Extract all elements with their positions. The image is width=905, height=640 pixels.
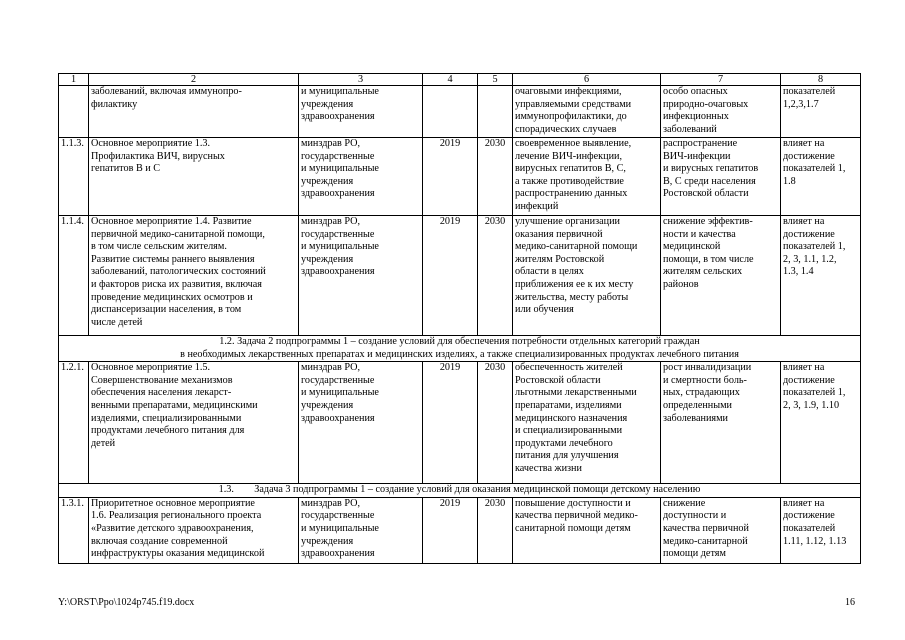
end-year-cell: 2030 (478, 138, 513, 216)
activity-name-cell: Основное мероприятие 1.5. Совершенствование механизмов обеспечения населения лекарст- венными препаратами, медицинскими изделиями, специализированными продуктами лечебного питания для детей (89, 362, 299, 484)
executor-cell: и муниципальные учреждения здравоохранения (299, 86, 423, 138)
task-2-heading: 1.2. Задача 2 подпрограммы 1 – создание условий для обеспечения потребности отдельных категорий граждан в необходимых лекарственных препаратах и медицинских изделиях, а также специализированных продуктах лечебного питания (59, 336, 861, 362)
start-year-cell: 2019 (423, 138, 478, 216)
table-row (59, 362, 861, 484)
header-cell: 1 (59, 74, 89, 86)
header-cell: 8 (781, 74, 861, 86)
consequence-cell: снижение эффектив- ности и качества медицинской помощи, в том числе жителям сельских районов (661, 216, 781, 336)
consequence-cell: особо опасных природно-очаговых инфекционных заболеваний (661, 86, 781, 138)
consequence-cell: рост инвалидизации и смертности боль- ных, страдающих определенными заболеваниями (661, 362, 781, 484)
indicator-link-cell: влияет на достижение показателей 1, 1.8 (781, 138, 861, 216)
end-year-cell: 2030 (478, 216, 513, 336)
start-year-cell: 2019 (423, 216, 478, 336)
end-year-cell: 2030 (478, 362, 513, 484)
header-cell: 2 (89, 74, 299, 86)
file-path-footer: Y:\ORST\Ppo\1024p745.f19.docx (58, 597, 195, 608)
table-row (59, 497, 861, 563)
executor-cell: минздрав РО, государственные и муниципальные учреждения здравоохранения (299, 497, 423, 563)
indicator-link-cell: влияет на достижение показателей 1, 2, 3, 1.9, 1.10 (781, 362, 861, 484)
row-number-cell: 1.2.1. (59, 362, 89, 484)
column-number-row (59, 74, 861, 86)
executor-cell: минздрав РО, государственные и муниципальные учреждения здравоохранения (299, 138, 423, 216)
start-year-cell: 2019 (423, 362, 478, 484)
header-cell: 6 (513, 74, 661, 86)
row-number-cell (59, 86, 89, 138)
task-3-heading: 1.3. Задача 3 подпрограммы 1 – создание условий для оказания медицинской помощи детскому населению (59, 484, 861, 498)
row-number-cell: 1.3.1. (59, 497, 89, 563)
activity-name-cell: Приоритетное основное мероприятие 1.6. Реализация регионального проекта «Развитие детского здравоохранения, включая создание современной инфраструктуры оказания медицинской (89, 497, 299, 563)
activity-name-cell: Основное мероприятие 1.4. Развитие первичной медико-санитарной помощи, в том числе сельским жителям. Развитие системы раннего выявления заболеваний, патологических состояний и факторов риска их развития, включая проведение медицинских осмотров и диспансеризации населения, в том числе детей (89, 216, 299, 336)
start-year-cell (423, 86, 478, 138)
expected-result-cell: повышение доступности и качества первичной медико- санитарной помощи детям (513, 497, 661, 563)
consequence-cell: распространение ВИЧ-инфекции и вирусных гепатитов В, С среди населения Ростовской области (661, 138, 781, 216)
indicator-link-cell: влияет на достижение показателей 1, 2, 3, 1.1, 1.2, 1.3, 1.4 (781, 216, 861, 336)
end-year-cell (478, 86, 513, 138)
executor-cell: минздрав РО, государственные и муниципальные учреждения здравоохранения (299, 362, 423, 484)
expected-result-cell: обеспеченность жителей Ростовской области льготными лекарственными препаратами, изделиями медицинского назначения и специализированными продуктами лечебного питания для улучшения качества жизни (513, 362, 661, 484)
header-cell: 7 (661, 74, 781, 86)
start-year-cell: 2019 (423, 497, 478, 563)
header-cell: 4 (423, 74, 478, 86)
page-number: 16 (845, 597, 855, 608)
header-cell: 3 (299, 74, 423, 86)
indicator-link-cell: влияет на достижение показателей 1.11, 1.12, 1.13 (781, 497, 861, 563)
consequence-cell: снижение доступности и качества первичной медико-санитарной помощи детям (661, 497, 781, 563)
activity-name-cell: заболеваний, включая иммунопро- филактику (89, 86, 299, 138)
expected-result-cell: улучшение организации оказания первичной медико-санитарной помощи жителям Ростовской области в целях приближения ее к их месту жительства, месту работы или обучения (513, 216, 661, 336)
table-row (59, 138, 861, 216)
row-number-cell: 1.1.4. (59, 216, 89, 336)
expected-result-cell: очаговыми инфекциями, управляемыми средствами иммунопрофилактики, до спорадических случаев (513, 86, 661, 138)
expected-result-cell: своевременное выявление, лечение ВИЧ-инфекции, вирусных гепатитов В, С, а также противодействие распространению данных инфекций (513, 138, 661, 216)
indicator-link-cell: показателей 1,2,3,1.7 (781, 86, 861, 138)
task-heading-row (59, 484, 861, 498)
executor-cell: минздрав РО, государственные и муниципальные учреждения здравоохранения (299, 216, 423, 336)
table-row (59, 216, 861, 336)
header-cell: 5 (478, 74, 513, 86)
program-table (58, 73, 861, 564)
task-heading-row (59, 336, 861, 362)
activity-name-cell: Основное мероприятие 1.3. Профилактика ВИЧ, вирусных гепатитов В и С (89, 138, 299, 216)
table-row (59, 86, 861, 138)
end-year-cell: 2030 (478, 497, 513, 563)
row-number-cell: 1.1.3. (59, 138, 89, 216)
